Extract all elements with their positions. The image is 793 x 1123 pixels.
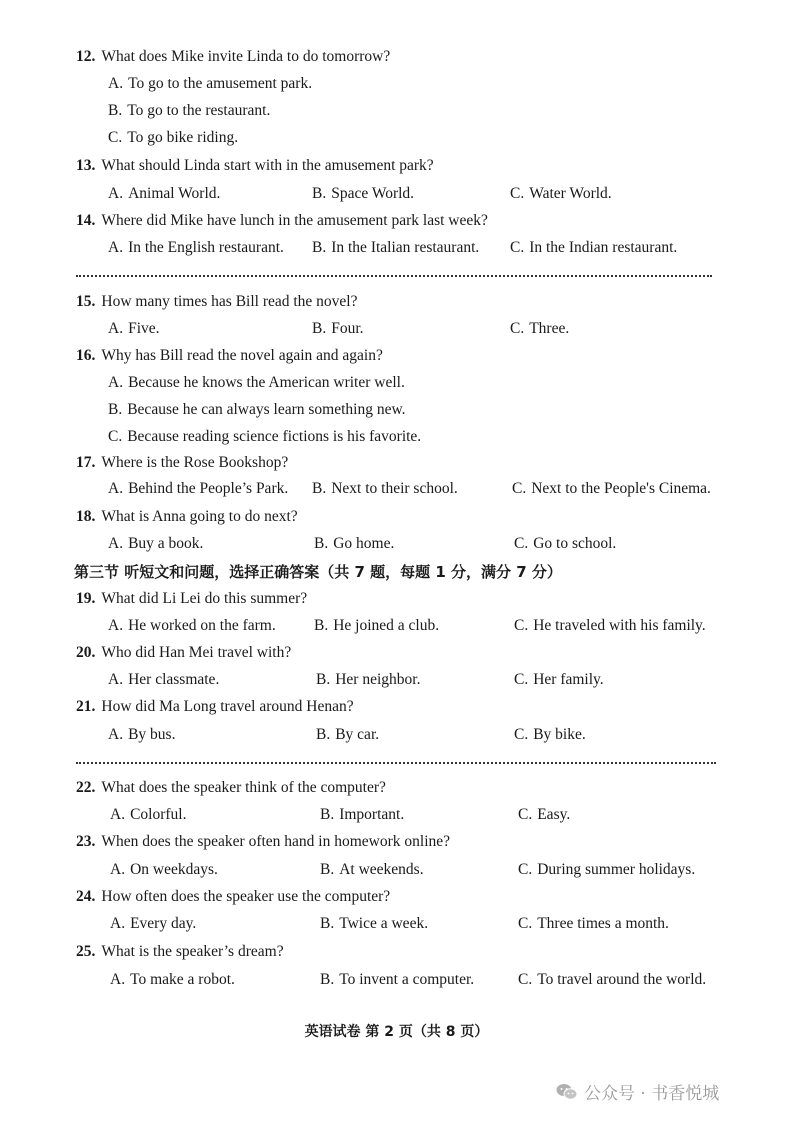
question-20: 20. Who did Han Mei travel with?: [76, 644, 292, 661]
option-16c: C. Because reading science fictions is his favorite.: [108, 428, 422, 445]
page-footer: 英语试卷 第 2 页（共 8 页）: [304, 1024, 489, 1040]
question-18: 18. What is Anna going to do next?: [76, 508, 298, 525]
option-23b: B. At weekends.: [320, 861, 424, 878]
option-14a: A. In the English restaurant.: [108, 239, 284, 256]
option-15a: A. Five.: [108, 320, 160, 337]
question-25: 25. What is the speaker’s dream?: [76, 943, 284, 960]
option-18b: B. Go home.: [314, 535, 395, 552]
question-17: 17. Where is the Rose Bookshop?: [76, 454, 289, 471]
option-17b: B. Next to their school.: [312, 480, 458, 497]
option-20b: B. Her neighbor.: [316, 671, 421, 688]
wechat-icon: [556, 1083, 578, 1101]
option-24a: A. Every day.: [110, 915, 197, 932]
option-14c: C. In the Indian restaurant.: [510, 239, 678, 256]
question-13: 13. What should Linda start with in the amusement park?: [76, 157, 434, 174]
option-24c: C. Three times a month.: [518, 915, 669, 932]
option-13a: A. Animal World.: [108, 185, 221, 202]
option-18a: A. Buy a book.: [108, 535, 204, 552]
question-14: 14. Where did Mike have lunch in the amusement park last week?: [76, 212, 488, 229]
watermark: [556, 1079, 719, 1104]
option-22a: A. Colorful.: [110, 806, 187, 823]
option-20c: C. Her family.: [514, 671, 604, 688]
option-20a: A. Her classmate.: [108, 671, 220, 688]
question-12: 12. What does Mike invite Linda to do tomorrow?: [76, 48, 391, 65]
question-21: 21. How did Ma Long travel around Henan?: [76, 698, 354, 715]
option-21a: A. By bus.: [108, 726, 176, 743]
option-25a: A. To make a robot.: [110, 971, 235, 988]
question-23: 23. When does the speaker often hand in homework online?: [76, 833, 451, 850]
option-17a: A. Behind the People’s Park.: [108, 480, 289, 497]
option-16a: A. Because he knows the American writer well.: [108, 374, 405, 391]
option-16b: B. Because he can always learn something new.: [108, 401, 406, 418]
option-24b: B. Twice a week.: [320, 915, 429, 932]
option-15c: C. Three.: [510, 320, 570, 337]
question-24: 24. How often does the speaker use the computer?: [76, 888, 391, 905]
option-23a: A. On weekdays.: [110, 861, 218, 878]
option-21c: C. By bike.: [514, 726, 586, 743]
question-15: 15. How many times has Bill read the novel?: [76, 293, 358, 310]
section-divider: [76, 275, 712, 277]
option-25c: C. To travel around the world.: [518, 971, 707, 988]
option-22b: B. Important.: [320, 806, 405, 823]
option-19c: C. He traveled with his family.: [514, 617, 706, 634]
question-19: 19. What did Li Lei do this summer?: [76, 590, 308, 607]
option-12a: A. To go to the amusement park.: [108, 75, 313, 92]
option-15b: B. Four.: [312, 320, 364, 337]
option-12b: B. To go to the restaurant.: [108, 102, 271, 119]
section-3-heading: 第三节 听短文和问题，选择正确答案（共 7 题，每题 1 分，满分 7 分）: [74, 563, 562, 581]
option-21b: B. By car.: [316, 726, 380, 743]
option-22c: C. Easy.: [518, 806, 571, 823]
question-22: 22. What does the speaker think of the computer?: [76, 779, 386, 796]
option-25b: B. To invent a computer.: [320, 971, 475, 988]
option-13b: B. Space World.: [312, 185, 415, 202]
watermark-text: 公众号 · 书香悦城: [584, 1084, 720, 1104]
option-18c: C. Go to school.: [514, 535, 617, 552]
option-17c: C. Next to the People's Cinema.: [512, 480, 711, 497]
question-16: 16. Why has Bill read the novel again and again?: [76, 347, 383, 364]
section-divider: [76, 762, 716, 764]
option-19b: B. He joined a club.: [314, 617, 440, 634]
option-13c: C. Water World.: [510, 185, 612, 202]
option-19a: A. He worked on the farm.: [108, 617, 276, 634]
option-14b: B. In the Italian restaurant.: [312, 239, 480, 256]
option-23c: C. During summer holidays.: [518, 861, 696, 878]
option-12c: C. To go bike riding.: [108, 129, 239, 146]
